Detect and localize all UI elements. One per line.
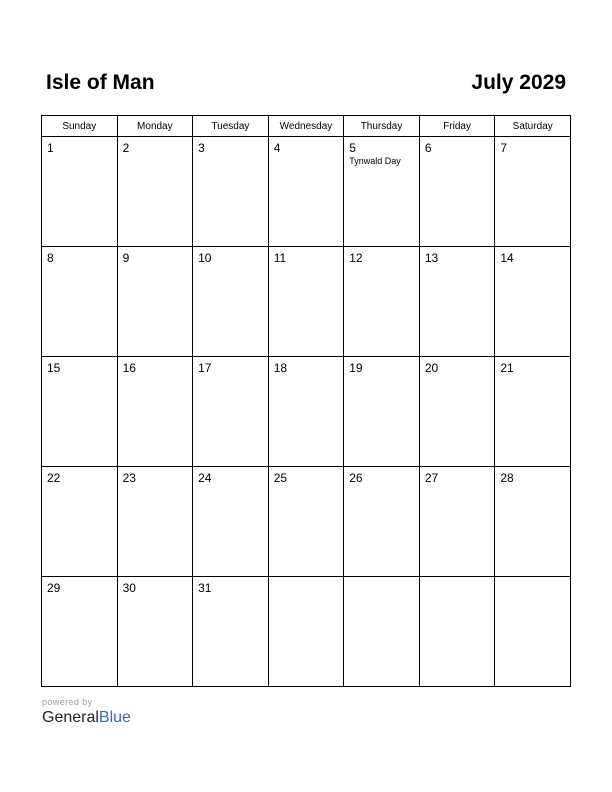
weekday-wednesday: Wednesday: [268, 116, 344, 137]
day-cell: [42, 357, 118, 467]
week-row: [42, 357, 571, 467]
day-number: 8: [47, 251, 54, 265]
day-cell: [42, 247, 118, 357]
day-cell: [344, 577, 420, 687]
country-title: Isle of Man: [46, 71, 155, 94]
day-cell: [495, 467, 571, 577]
day-cell: [419, 137, 495, 247]
day-number: 19: [349, 361, 363, 375]
powered-by-label: powered by: [42, 697, 93, 707]
day-cell: [495, 577, 571, 687]
day-number: 25: [273, 471, 288, 485]
day-number: 10: [198, 251, 212, 265]
day-cell: [117, 467, 193, 577]
day-cell: [268, 137, 344, 247]
day-cell: [42, 467, 118, 577]
day-number: 27: [424, 471, 439, 485]
day-cell: [268, 247, 344, 357]
day-cell: [344, 357, 420, 467]
day-number: 14: [500, 251, 514, 265]
day-number: 18: [273, 361, 288, 375]
day-cell: [42, 577, 118, 687]
day-number: 13: [424, 251, 439, 265]
weekday-saturday: Saturday: [495, 116, 571, 137]
day-cell: [117, 247, 193, 357]
day-cell: [419, 247, 495, 357]
day-cell: [193, 357, 269, 467]
brand-blue-text: Blue: [98, 709, 131, 726]
week-row: [42, 247, 571, 357]
day-cell: [268, 467, 344, 577]
day-number: 15: [47, 361, 61, 375]
day-number: 3: [198, 141, 205, 155]
day-number: 7: [500, 141, 508, 155]
day-number: [495, 577, 570, 581]
day-cell: [495, 137, 571, 247]
day-cell: [193, 137, 269, 247]
day-number: 29: [47, 581, 61, 595]
day-cell: [344, 137, 420, 247]
day-number: 4: [273, 141, 281, 155]
day-cell: [419, 577, 495, 687]
day-number: 17: [198, 361, 212, 375]
day-cell: [117, 357, 193, 467]
day-number: 23: [122, 471, 136, 485]
month-title: July 2029: [471, 71, 566, 94]
day-cell: [268, 577, 344, 687]
weekday-header-row: [42, 116, 571, 137]
day-cell: [117, 137, 193, 247]
day-cell: [268, 357, 344, 467]
day-cell: [193, 247, 269, 357]
day-number: 9: [122, 251, 130, 265]
day-cell: [419, 357, 495, 467]
week-row: [42, 137, 571, 247]
day-number: 12: [349, 251, 363, 265]
calendar-grid: [41, 115, 571, 687]
day-number: 30: [122, 581, 136, 595]
day-number: [344, 577, 419, 581]
week-row: [42, 577, 571, 687]
generalblue-footer: [42, 697, 131, 728]
brand-general-text: General: [42, 709, 99, 726]
day-number: 20: [424, 361, 439, 375]
day-number: 16: [122, 361, 136, 375]
day-number: [420, 577, 495, 581]
day-number: 2: [122, 141, 130, 155]
day-number: [269, 577, 344, 581]
holiday-label: Tynwald Day: [349, 156, 401, 166]
day-number: 21: [500, 361, 514, 375]
weekday-thursday: Thursday: [344, 116, 420, 137]
day-cell: [344, 247, 420, 357]
weekday-sunday: Sunday: [42, 116, 118, 137]
generalblue-logo[interactable]: [42, 708, 131, 728]
day-number: 24: [198, 471, 212, 485]
weekday-friday: Friday: [419, 116, 495, 137]
week-row: [42, 467, 571, 577]
day-number: 28: [500, 471, 514, 485]
day-number: 26: [349, 471, 363, 485]
day-number: 31: [198, 581, 212, 595]
weekday-tuesday: Tuesday: [193, 116, 269, 137]
day-number: 6: [424, 141, 432, 155]
day-cell: [42, 137, 118, 247]
day-number: 22: [47, 471, 61, 485]
day-cell: [419, 467, 495, 577]
day-cell: [117, 577, 193, 687]
day-cell: [193, 467, 269, 577]
day-cell: [193, 577, 269, 687]
day-number: 1: [47, 141, 54, 155]
day-cell: [344, 467, 420, 577]
weekday-monday: Monday: [117, 116, 193, 137]
day-cell: [495, 247, 571, 357]
day-number: 5: [349, 141, 356, 155]
day-number: 11: [273, 251, 287, 265]
day-cell: [495, 357, 571, 467]
